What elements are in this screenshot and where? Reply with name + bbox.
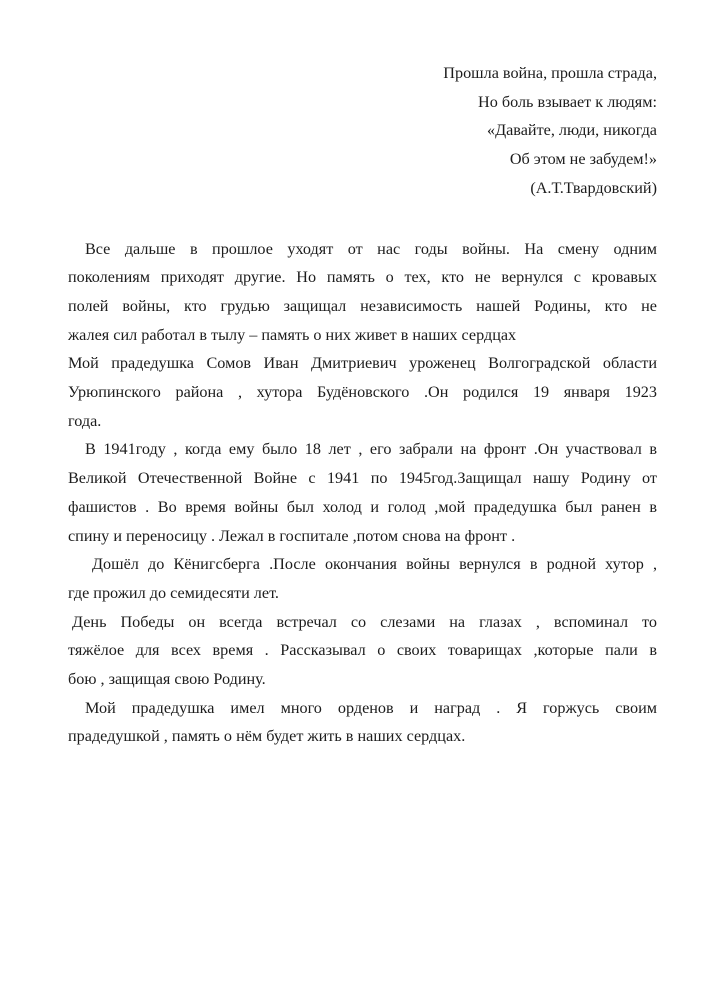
- text-line: поколениям приходят другие. Но память о тех, кто не вернулся с кровавых: [68, 268, 657, 287]
- epigraph-line: «Давайте, люди, никогда: [486, 121, 657, 140]
- epigraph-line: Об этом не забудем!»: [509, 150, 657, 169]
- text-line: В 1941году , когда ему было 18 лет , его забрали на фронт .Он участвовал в: [85, 440, 657, 459]
- text-line: где прожил до семидесяти лет.: [68, 583, 279, 602]
- text-line: тяжёлое для всех время . Рассказывал о своих товарищах ,которые пали в: [68, 641, 657, 660]
- epigraph-line: Прошла война, прошла страда,: [443, 64, 657, 82]
- text-line: спину и переносицу . Лежал в госпитале ,потом снова на фронт .: [68, 526, 516, 545]
- paragraph-pride: [68, 694, 657, 751]
- paragraph-birth: [68, 349, 657, 435]
- text-line: фашистов . Во время войны был холод и голод ,мой прадедушка был ранен в: [68, 497, 657, 516]
- text-line: Великой Отечественной Войне с 1941 по 1945год.Защищал нашу Родину от: [68, 469, 657, 488]
- paragraph-war: [68, 435, 657, 550]
- text-line: года.: [68, 411, 102, 430]
- text-line: Все дальше в прошлое уходят от нас годы войны. На смену одним: [85, 239, 657, 258]
- text-line: бою , защищая свою Родину.: [68, 670, 266, 689]
- paragraph-intro: [68, 235, 657, 350]
- paragraph-victory-day: [68, 608, 657, 694]
- epigraph-line: Но боль взывает к людям:: [478, 92, 657, 111]
- paragraph-return: [68, 550, 657, 607]
- text-line: Мой прадедушка Сомов Иван Дмитриевич уроженец Волгоградской области: [68, 354, 657, 373]
- epigraph: [68, 59, 657, 203]
- epigraph-attribution: (А.Т.Твардовский): [530, 178, 657, 197]
- text-line: жалея сил работал в тылу – память о них живет в наших сердцах: [68, 325, 517, 344]
- text-line: День Победы он всегда встречал со слезами на глазах , вспоминал то: [72, 612, 657, 631]
- essay-body: [68, 235, 657, 752]
- text-line: полей войны, кто грудью защищал независимость нашей Родины, кто не: [68, 296, 657, 315]
- text-line: Урюпинского района , хутора Будёновского .Он родился 19 января 1923: [68, 383, 657, 402]
- text-line: Дошёл до Кёнигсберга .После окончания войны вернулся в родной хутор ,: [92, 555, 657, 574]
- text-line: Мой прадедушка имел много орденов и наград . Я горжусь своим: [85, 698, 657, 717]
- text-line: прадедушкой , память о нём будет жить в наших сердцах.: [68, 727, 466, 746]
